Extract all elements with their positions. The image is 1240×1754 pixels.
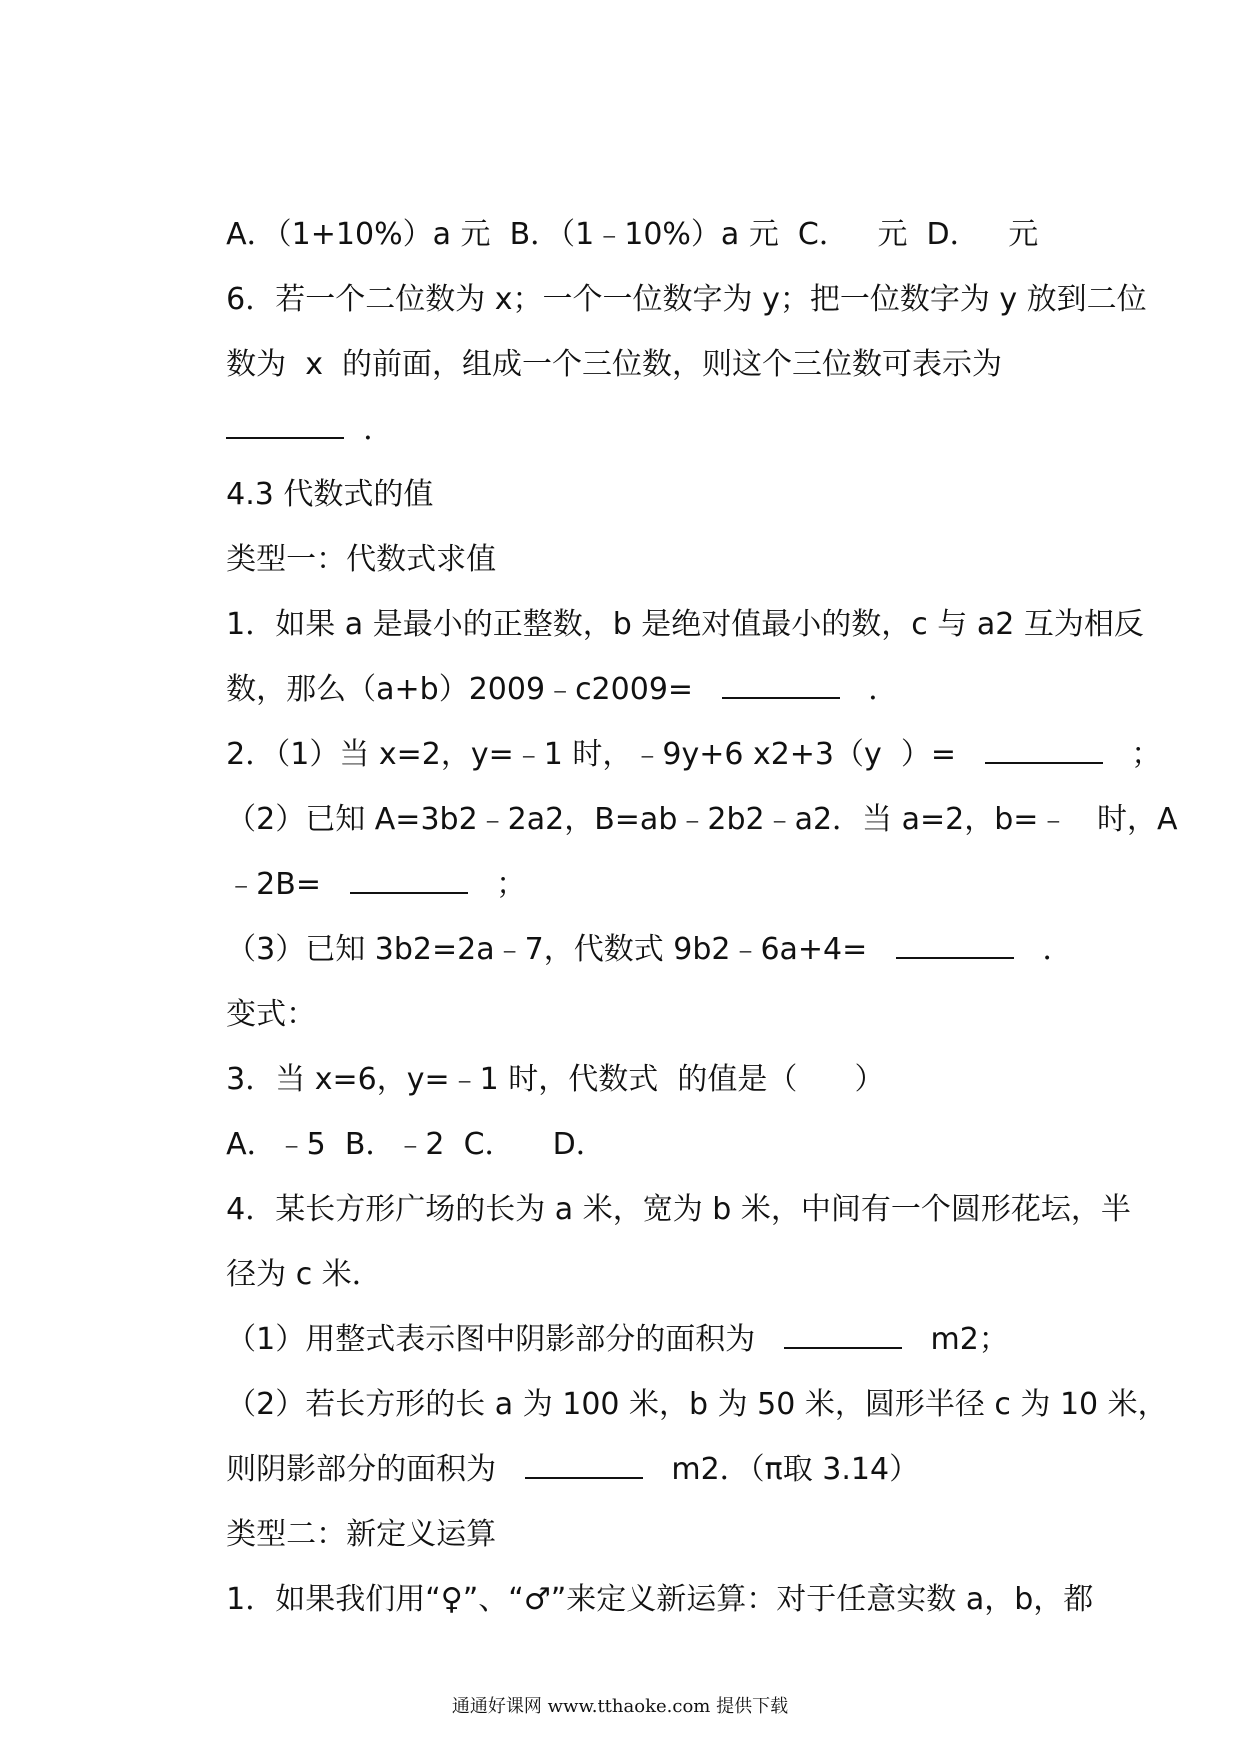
text-line bbox=[188, 1005, 1068, 1097]
line-text: 6．若一个二位数为 x；一个一位数字为 y；把一位数字为 y 放到二位 bbox=[226, 282, 1147, 317]
line-text: ﹣2B= bbox=[226, 867, 350, 902]
line-text-after: ． bbox=[1013, 932, 1073, 967]
text-line bbox=[188, 160, 1068, 252]
line-text: （1）用整式表示图中阴影部分的面积为 bbox=[226, 1322, 784, 1357]
line-text: 4.3 代数式的值 bbox=[226, 477, 434, 512]
line-text: 径为 c 米． bbox=[226, 1257, 382, 1292]
line-text: 1．如果 a 是最小的正整数，b 是绝对值最小的数，c 与 a2 互为相反 bbox=[226, 607, 1144, 642]
line-text: 1．如果我们用“♀”、“♂”来定义新运算：对于任意实数 a，b，都 bbox=[226, 1582, 1094, 1617]
line-text: 类型一：代数式求值 bbox=[226, 542, 497, 577]
line-text: A．（1+10%）a 元 B．（1﹣10%）a 元 C． 元 D． 元 bbox=[226, 217, 1039, 252]
line-text: 数，那么（a+b）2009﹣c2009= bbox=[226, 672, 722, 707]
line-text: 3．当 x=6，y=﹣1 时，代数式 的值是（ ） bbox=[226, 1062, 885, 1097]
line-text-after: m2； bbox=[901, 1322, 1009, 1357]
answer-blank[interactable] bbox=[226, 407, 344, 439]
answer-blank[interactable] bbox=[350, 862, 468, 894]
page-footer: 通通好课网 www.tthaoke.com 提供下载 bbox=[451, 1696, 789, 1717]
line-text-after: ； bbox=[467, 867, 527, 902]
line-text: 则阴影部分的面积为 bbox=[226, 1452, 525, 1487]
line-text: 数为 x 的前面，组成一个三位数，则这个三位数可表示为 bbox=[226, 347, 1003, 382]
line-text: A．﹣5 B．﹣2 C． D． bbox=[226, 1127, 606, 1162]
line-text: （3）已知 3b2=2a﹣7，代数式 9b2﹣6a+4= bbox=[226, 932, 896, 967]
line-text-after: ； bbox=[1102, 737, 1162, 772]
line-text: （2）若长方形的长 a 为 100 米，b 为 50 米，圆形半径 c 为 10 米， bbox=[226, 1387, 1168, 1422]
document-body bbox=[188, 160, 1178, 1617]
answer-blank[interactable] bbox=[985, 732, 1103, 764]
line-text: 4．某长方形广场的长为 a 米，宽为 b 米，中间有一个圆形花坛，半 bbox=[226, 1192, 1131, 1227]
answer-blank[interactable] bbox=[525, 1447, 643, 1479]
answer-blank[interactable] bbox=[784, 1317, 902, 1349]
line-text-after: m2．（π取 3.14） bbox=[642, 1452, 920, 1487]
line-text: 类型二：新定义运算 bbox=[226, 1517, 497, 1552]
line-text-after: ． bbox=[839, 672, 899, 707]
line-text: 变式： bbox=[226, 997, 317, 1032]
line-text-after: ． bbox=[344, 412, 394, 447]
line-text: （2）已知 A=3b2﹣2a2，B=ab﹣2b2﹣a2．当 a=2，b=﹣ 时，A bbox=[226, 802, 1178, 837]
answer-blank[interactable] bbox=[896, 927, 1014, 959]
line-text: 2．（1）当 x=2，y=﹣1 时，﹣9y+6 x2+3（y ）= bbox=[226, 737, 985, 772]
answer-blank[interactable] bbox=[722, 667, 840, 699]
